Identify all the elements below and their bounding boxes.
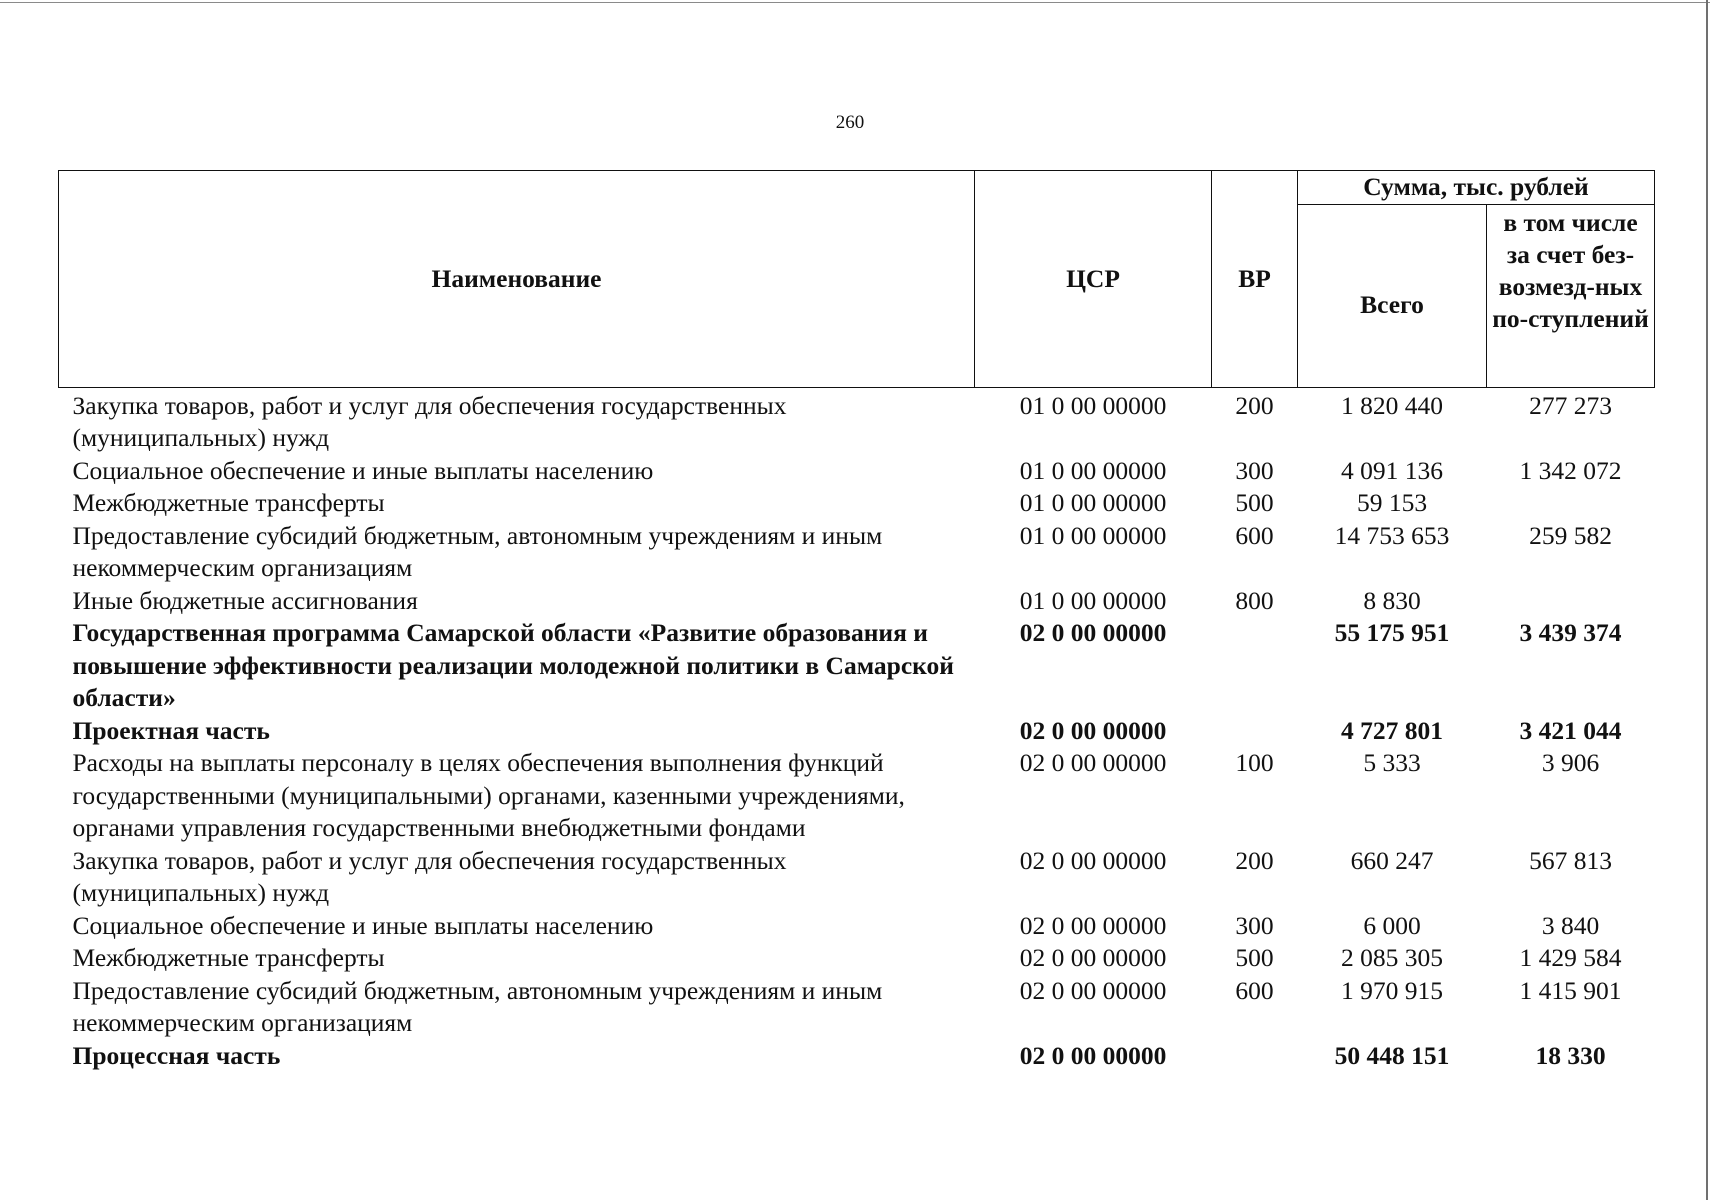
row-grant-cell: 259 582	[1529, 520, 1612, 550]
row-name-cell: Процессная часть	[72, 1040, 281, 1070]
row-name-cell: Межбюджетные трансферты	[72, 488, 385, 517]
row-csr-cell: 02 0 00 00000	[1019, 910, 1167, 940]
table-body	[59, 387, 1655, 1072]
row-name-cell: Расходы на выплаты персоналу в целях обеспечения выполнения функций государственными (муниципальными) органами, казенными учреждениями, органами управления государственными внебюджетными фондами	[72, 748, 905, 842]
row-csr-cell: 02 0 00 00000	[1019, 618, 1167, 647]
table-row	[59, 975, 1655, 1040]
row-vr-cell	[1212, 1040, 1298, 1073]
table-row	[59, 747, 1655, 845]
budget-table	[58, 170, 1655, 1072]
row-csr-cell: 02 0 00 00000	[1019, 943, 1167, 972]
header-amount-group: Сумма, тыс. рублей	[1298, 171, 1655, 205]
row-vr-cell: 500	[1235, 943, 1274, 972]
row-name-cell: Межбюджетные трансферты	[72, 943, 385, 972]
row-name-cell: Закупка товаров, работ и услуг для обеспечения государственных (муниципальных) нужд	[72, 845, 787, 907]
row-csr-cell: 01 0 00 00000	[1019, 520, 1167, 550]
row-name-cell: Государственная программа Самарской области «Развитие образования и повышение эффективности реализации молодежной политики в Самарской области»	[72, 618, 954, 712]
page-number: 260	[835, 112, 865, 133]
table-row	[59, 520, 1655, 585]
row-total-cell: 4 091 136	[1341, 455, 1443, 485]
header-grant-part: в том числе за счет без-возмезд-ных по-ступлений	[1487, 204, 1655, 387]
row-vr-cell: 500	[1235, 488, 1274, 517]
scan-edge-right	[1706, 0, 1708, 1200]
row-vr-cell: 800	[1235, 585, 1274, 615]
row-grant-cell: 3 439 374	[1519, 618, 1622, 647]
table-row	[59, 910, 1655, 943]
row-vr-cell	[1212, 715, 1298, 748]
row-grant-cell: 1 429 584	[1519, 943, 1622, 972]
row-name-cell: Проектная часть	[72, 715, 270, 745]
row-csr-cell: 02 0 00 00000	[1019, 975, 1167, 1005]
row-total-cell: 1 970 915	[1341, 975, 1443, 1005]
table-row	[59, 1040, 1655, 1073]
row-total-cell: 59 153	[1356, 488, 1428, 517]
row-grant-cell: 277 273	[1529, 390, 1612, 420]
header-total: Всего	[1298, 204, 1487, 387]
table-row	[59, 715, 1655, 748]
row-vr-cell: 300	[1235, 910, 1274, 940]
row-total-cell: 660 247	[1350, 845, 1434, 875]
table-row	[59, 617, 1655, 715]
row-name-cell: Закупка товаров, работ и услуг для обеспечения государственных (муниципальных) нужд	[72, 390, 787, 452]
table-header	[59, 171, 1655, 388]
row-csr-cell: 01 0 00 00000	[1019, 585, 1167, 615]
row-total-cell: 14 753 653	[1334, 520, 1450, 550]
table-row	[59, 455, 1655, 488]
row-vr-cell: 300	[1235, 455, 1274, 485]
row-total-cell: 6 000	[1363, 910, 1421, 940]
header-vr: ВР	[1212, 171, 1298, 388]
row-grant-cell	[1487, 585, 1655, 618]
header-name: Наименование	[59, 171, 975, 388]
row-name-cell: Социальное обеспечение и иные выплаты населению	[72, 455, 654, 485]
table-row	[59, 487, 1655, 520]
row-csr-cell: 02 0 00 00000	[1019, 748, 1167, 777]
row-vr-cell: 200	[1235, 390, 1274, 420]
table-row	[59, 845, 1655, 910]
row-csr-cell: 01 0 00 00000	[1019, 488, 1167, 517]
row-name-cell: Социальное обеспечение и иные выплаты населению	[72, 910, 654, 940]
row-csr-cell: 01 0 00 00000	[1019, 455, 1167, 485]
table-row	[59, 585, 1655, 618]
row-grant-cell: 3 421 044	[1519, 715, 1622, 745]
row-csr-cell: 02 0 00 00000	[1019, 715, 1167, 745]
row-grant-cell: 3 906	[1541, 748, 1600, 777]
row-grant-cell: 18 330	[1535, 1040, 1606, 1070]
row-name-cell: Предоставление субсидий бюджетным, автономным учреждениям и иным некоммерческим организациям	[72, 520, 883, 582]
row-vr-cell: 200	[1235, 845, 1274, 875]
row-name-cell: Предоставление субсидий бюджетным, автономным учреждениям и иным некоммерческим организациям	[72, 975, 883, 1037]
row-grant-cell: 1 415 901	[1519, 975, 1622, 1005]
row-total-cell: 1 820 440	[1341, 390, 1443, 420]
row-total-cell: 4 727 801	[1341, 715, 1443, 745]
row-grant-cell	[1487, 487, 1655, 520]
row-total-cell: 2 085 305	[1341, 943, 1443, 972]
row-name-cell: Иные бюджетные ассигнования	[72, 585, 418, 615]
table-row	[59, 387, 1655, 455]
row-vr-cell: 600	[1235, 975, 1274, 1005]
row-grant-cell: 3 840	[1541, 910, 1600, 940]
row-total-cell: 8 830	[1363, 585, 1421, 615]
scan-edge-top	[0, 2, 1710, 3]
table-row	[59, 942, 1655, 975]
row-total-cell: 50 448 151	[1334, 1040, 1450, 1070]
row-vr-cell	[1212, 617, 1298, 715]
row-csr-cell: 02 0 00 00000	[1019, 845, 1167, 875]
row-csr-cell: 02 0 00 00000	[1019, 1040, 1167, 1070]
row-csr-cell: 01 0 00 00000	[1019, 390, 1167, 420]
row-vr-cell: 600	[1235, 520, 1274, 550]
row-grant-cell: 1 342 072	[1519, 455, 1622, 485]
row-total-cell: 5 333	[1363, 748, 1421, 777]
row-vr-cell: 100	[1235, 748, 1274, 777]
row-grant-cell: 567 813	[1529, 845, 1612, 875]
row-total-cell: 55 175 951	[1334, 618, 1450, 647]
header-csr: ЦСР	[975, 171, 1212, 388]
